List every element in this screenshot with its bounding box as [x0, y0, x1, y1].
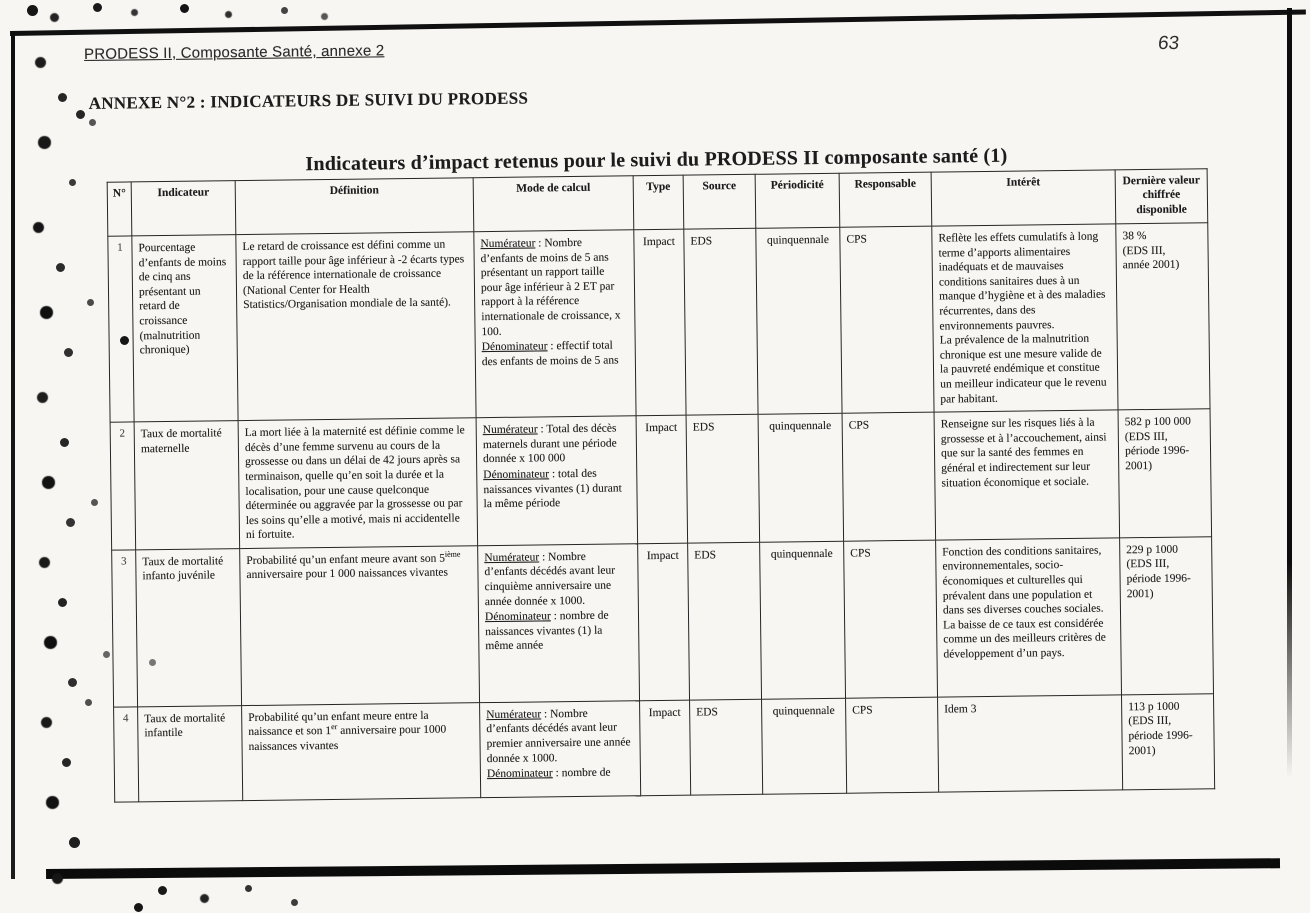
scan-border-top: [10, 10, 1306, 36]
cell-interet: Idem 3: [938, 695, 1123, 792]
cell-type: Impact: [638, 543, 690, 701]
cell-indicateur: Taux de mortalité maternelle: [134, 421, 240, 550]
column-header-periodicite: Périodicité: [755, 173, 840, 228]
cell-responsable: CPS: [846, 697, 939, 793]
cell-periodicite: quinquennale: [758, 413, 844, 542]
page-number: 63: [1156, 33, 1181, 54]
document-header: PRODESS II, Composante Santé, annexe 2: [83, 42, 385, 63]
column-header-num: N°: [107, 182, 132, 236]
cell-periodicite: quinquennale: [756, 227, 842, 414]
cell-definition: Probabilité qu’un enfant meure entre la naissance et son 1er anniversaire pour 1000 naissances vivantes: [242, 703, 481, 801]
cell-source: EDS: [684, 228, 758, 415]
cell-definition: Probabilité qu’un enfant meure avant son 5ième anniversaire pour 1 000 naissances vivantes: [240, 546, 480, 706]
cell-derniere-valeur: 38 % (EDS III, année 2001): [1116, 223, 1210, 410]
cell-source: EDS: [688, 542, 762, 700]
cell-interet: Renseigne sur les risques liés à la grossesse et à l’accouchement, ainsi que sur la santé des femmes en général et indirectement sur leur situation économique et sociale.: [934, 410, 1120, 540]
column-header-mode-calcul: Mode de calcul: [473, 176, 634, 232]
cell-type: Impact: [636, 415, 688, 543]
cell-interet: Reflète les effets cumulatifs à long terme d’apports alimentaires inadéquats et de mauvaises conditions sanitaires dues à un manque d’hygiène et à des maladies récurrentes, dans des environnements pauvres. La prévalence de la malnutrition chronique est une mesure valide de la pauvreté endémique et constitue un meilleur indicateur que le revenu par habitant.: [932, 224, 1118, 412]
scan-border-bottom: [46, 858, 1280, 879]
table-row: [112, 537, 1214, 707]
cell-derniere-valeur: 582 p 100 000 (EDS III, période 1996- 2001): [1118, 409, 1212, 538]
indicators-table: [107, 168, 1216, 802]
table-row: [114, 694, 1215, 802]
cell-mode-calcul: Numérateur : Total des décès maternels durant une période donnée x 100 000 Dénominateur : total des naissances vivantes (1) durant la même période: [476, 416, 638, 546]
cell-num: 2: [110, 422, 136, 550]
cell-responsable: CPS: [840, 226, 934, 413]
cell-indicateur: Pourcentage d’enfants de moins de cinq ans présentant un retard de croissance (malnutrition chronique): [132, 235, 238, 422]
cell-derniere-valeur: 113 p 1000 (EDS III, période 1996- 2001): [1122, 694, 1215, 790]
cell-responsable: CPS: [842, 412, 936, 541]
column-header-indicateur: Indicateur: [131, 181, 236, 236]
cell-definition: La mort liée à la maternité est définie comme le décès d’une femme survenu au cours de la grossesse ou dans un délai de 42 jours après sa terminaison, quelle qu’en soit la durée et la localisation, pour une cause quelconque déterminée ou aggravée par la grossesse ou par les soins qu’elle a motivé, mais ni accidentelle ni fortuite.: [238, 418, 478, 549]
column-header-derniere-valeur: Dernière valeur chiffrée disponible: [1115, 169, 1208, 224]
table-title: Indicateurs d’impact retenus pour le suivi du PRODESS II composante santé (1): [305, 144, 1008, 176]
cell-source: EDS: [686, 414, 760, 543]
cell-mode-calcul: Numérateur : Nombre d’enfants décédés avant leur cinquième anniversaire une année donnée x 1000. Dénominateur : nombre de naissances vivantes (1) la même année: [478, 544, 640, 703]
cell-responsable: CPS: [844, 540, 938, 698]
cell-num: 3: [112, 550, 138, 707]
column-header-source: Source: [683, 174, 756, 229]
scanned-page-content: [82, 32, 1217, 803]
cell-mode-calcul: Numérateur : Nombre d’enfants de moins de 5 ans présentant un rapport taille pour âge inférieur à 2 ET par rapport à la référence internationale de croissance, x 100. Dénominateur : effectif total des enfants de moins de 5 ans: [474, 230, 636, 418]
cell-mode-calcul: Numérateur : Nombre d’enfants décédés avant leur premier anniversaire une année donnée x 1000. Dénominateur : nombre de: [480, 701, 641, 798]
cell-periodicite: quinquennale: [760, 541, 846, 699]
column-header-responsable: Responsable: [839, 172, 932, 227]
table-row: [110, 409, 1211, 550]
table-row: [108, 223, 1210, 423]
cell-derniere-valeur: 229 p 1000 (EDS III, période 1996- 2001): [1120, 537, 1214, 695]
column-header-interet: Intérêt: [931, 170, 1116, 226]
cell-source: EDS: [690, 699, 763, 795]
cell-num: 4: [114, 707, 139, 802]
cell-indicateur: Taux de mortalité infanto juvénile: [136, 548, 242, 706]
scan-border-right: [1287, 8, 1292, 778]
column-header-definition: Définition: [235, 178, 474, 235]
column-header-type: Type: [633, 175, 684, 230]
annex-title: ANNEXE N°2 : INDICATEURS DE SUIVI DU PRODESS: [88, 88, 529, 113]
cell-type: Impact: [634, 229, 686, 416]
cell-definition: Le retard de croissance est défini comme un rapport taille pour âge inférieur à -2 écarts types de la référence internationale de croissance (National Center for Health Statistics/Organisation mondiale de la santé).: [236, 232, 476, 421]
scan-border-left: [11, 31, 15, 879]
cell-type: Impact: [640, 700, 691, 796]
cell-interet: Fonction des conditions sanitaires, environnementales, socio-économiques et culturelles qui prévalent dans une population et dans ses diverses couches sociales. La baisse de ce taux est considérée comme un des meilleurs critères de développement d’un pays.: [936, 538, 1122, 697]
cell-indicateur: Taux de mortalité infantile: [138, 705, 243, 801]
cell-num: 1: [108, 236, 134, 422]
scan-speckle-noise: [0, 0, 5, 5]
cell-periodicite: quinquennale: [762, 698, 847, 794]
